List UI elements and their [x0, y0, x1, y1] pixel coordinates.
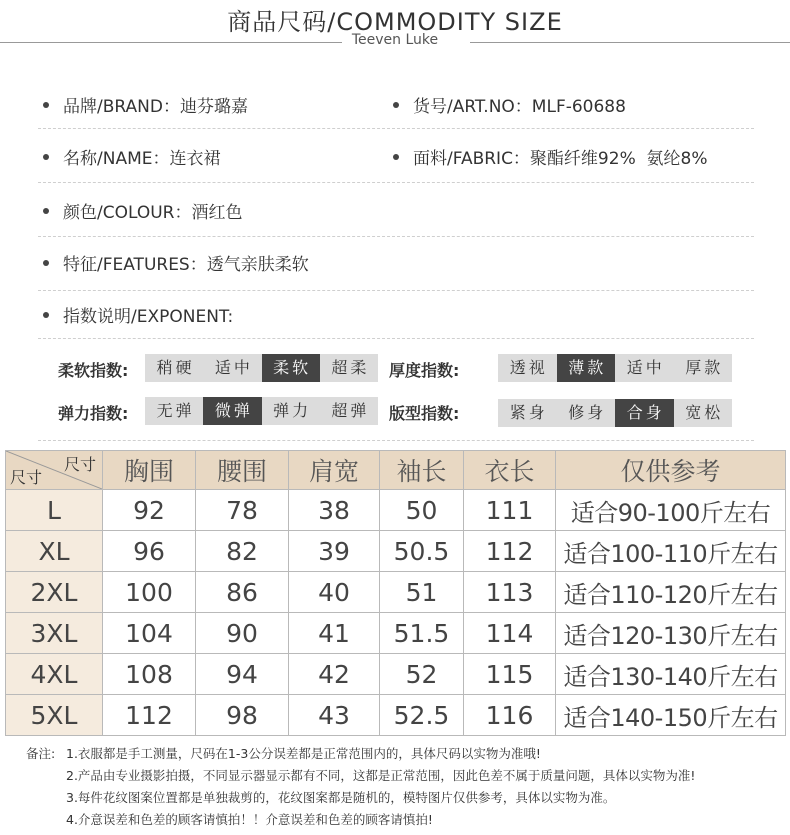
shoulder-cell: 42	[289, 654, 380, 695]
length-cell: 111	[464, 490, 556, 531]
chest-cell: 96	[103, 531, 196, 572]
reference-cell: 适合140-150斤左右	[556, 695, 786, 736]
row-divider	[38, 128, 754, 129]
bullet-icon	[43, 260, 49, 266]
column-header: 袖长	[380, 451, 464, 490]
index-option: 透视	[509, 358, 548, 377]
note-line: 3.每件花纹图案位置都是单独裁剪的，花纹图案都是随机的，模特图片仅供参考，具体以实物为准。	[66, 790, 616, 805]
bullet-icon	[43, 312, 49, 318]
note-line: 4.介意误差和色差的顾客请慎拍！！介意误差和色差的顾客请慎拍!	[66, 812, 433, 827]
row-divider	[38, 440, 754, 441]
sleeve-cell: 52.5	[380, 695, 464, 736]
index-option: 适中	[626, 358, 665, 377]
elasticity-label: 弹力指数:	[58, 404, 129, 423]
thickness-label: 厚度指数:	[389, 361, 460, 380]
sleeve-cell: 51.5	[380, 613, 464, 654]
size-cell: 5XL	[6, 695, 103, 736]
index-option: 薄款	[557, 354, 616, 382]
waist-cell: 82	[196, 531, 289, 572]
shoulder-cell: 39	[289, 531, 380, 572]
waist-cell: 86	[196, 572, 289, 613]
bullet-icon	[43, 208, 49, 214]
thickness-index-bar	[498, 354, 732, 382]
table-row	[6, 572, 786, 613]
reference-cell: 适合130-140斤左右	[556, 654, 786, 695]
size-cell: 3XL	[6, 613, 103, 654]
spec-art-no: 货号/ART.NO：MLF-60688	[393, 92, 626, 117]
index-option: 宽松	[685, 403, 724, 422]
corner-cell	[6, 451, 103, 490]
length-cell: 115	[464, 654, 556, 695]
softness-index-bar	[145, 354, 378, 382]
spec-features: 特征/FEATURES：透气亲肤柔软	[43, 250, 309, 275]
chest-cell: 112	[103, 695, 196, 736]
chest-cell: 108	[103, 654, 196, 695]
waist-cell: 94	[196, 654, 289, 695]
length-cell: 114	[464, 613, 556, 654]
elasticity-index-bar	[145, 397, 378, 425]
table-row	[6, 654, 786, 695]
sleeve-cell: 51	[380, 572, 464, 613]
bullet-icon	[393, 102, 399, 108]
bullet-icon	[43, 154, 49, 160]
row-divider	[38, 236, 754, 237]
chest-cell: 92	[103, 490, 196, 531]
column-header: 肩宽	[289, 451, 380, 490]
row-divider	[38, 338, 754, 339]
fit-index-bar	[498, 399, 732, 427]
sleeve-cell: 50.5	[380, 531, 464, 572]
length-cell: 112	[464, 531, 556, 572]
index-option: 柔软	[262, 354, 320, 382]
size-cell: 4XL	[6, 654, 103, 695]
table-row	[6, 531, 786, 572]
table-header-row	[6, 451, 786, 490]
softness-label: 柔软指数:	[58, 361, 129, 380]
row-divider	[38, 290, 754, 291]
index-option: 稍硬	[156, 358, 195, 377]
spec-exponent: 指数说明/EXPONENT:	[43, 302, 233, 327]
bullet-icon	[393, 154, 399, 160]
shoulder-cell: 43	[289, 695, 380, 736]
row-divider	[38, 182, 754, 183]
index-option: 弹力	[273, 401, 312, 420]
chest-cell: 100	[103, 572, 196, 613]
size-cell: L	[6, 490, 103, 531]
table-row	[6, 613, 786, 654]
shoulder-cell: 40	[289, 572, 380, 613]
index-option: 合身	[615, 399, 674, 427]
column-header: 腰围	[196, 451, 289, 490]
table-row	[6, 490, 786, 531]
index-option: 超柔	[331, 358, 370, 377]
notes-prefix: 备注:	[26, 746, 56, 761]
spec-fabric: 面料/FABRIC：聚酯纤维92% 氨纶8%	[393, 144, 708, 169]
index-option: 适中	[214, 358, 253, 377]
chest-cell: 104	[103, 613, 196, 654]
reference-cell: 适合100-110斤左右	[556, 531, 786, 572]
reference-cell: 适合110-120斤左右	[556, 572, 786, 613]
waist-cell: 98	[196, 695, 289, 736]
header-divider-right	[470, 42, 790, 43]
reference-cell: 适合120-130斤左右	[556, 613, 786, 654]
index-option: 紧身	[509, 403, 548, 422]
note-line: 2.产品由专业摄影拍摄，不同显示器显示都有不同，这都是正常范围，因此色差不属于质量问题，具体以实物为准!	[66, 768, 696, 783]
index-option: 修身	[568, 403, 607, 422]
length-cell: 116	[464, 695, 556, 736]
sleeve-cell: 50	[380, 490, 464, 531]
reference-cell: 适合90-100斤左右	[556, 490, 786, 531]
shoulder-cell: 38	[289, 490, 380, 531]
corner-label-bottom: 尺寸	[10, 468, 43, 487]
index-option: 超弹	[331, 401, 370, 420]
spec-brand: 品牌/BRAND：迪芬璐嘉	[43, 92, 248, 117]
brand-subtitle: Teeven Luke	[351, 32, 439, 48]
corner-label-top: 尺寸	[63, 455, 96, 474]
table-row	[6, 695, 786, 736]
sleeve-cell: 52	[380, 654, 464, 695]
length-cell: 113	[464, 572, 556, 613]
column-header: 仅供参考	[556, 451, 786, 490]
size-cell: XL	[6, 531, 103, 572]
waist-cell: 90	[196, 613, 289, 654]
column-header: 胸围	[103, 451, 196, 490]
bullet-icon	[43, 102, 49, 108]
index-option: 无弹	[156, 401, 195, 420]
spec-colour: 颜色/COLOUR：酒红色	[43, 198, 242, 223]
waist-cell: 78	[196, 490, 289, 531]
note-line: 1.衣服都是手工测量，尺码在1-3公分误差都是正常范围内的，具体尺码以实物为准哦!	[66, 746, 541, 761]
size-cell: 2XL	[6, 572, 103, 613]
shoulder-cell: 41	[289, 613, 380, 654]
column-header: 衣长	[464, 451, 556, 490]
index-option: 微弹	[203, 397, 261, 425]
index-option: 厚款	[685, 358, 724, 377]
spec-name: 名称/NAME：连衣裙	[43, 144, 220, 169]
size-table	[5, 450, 786, 736]
page-title: 商品尺码/COMMODITY SIZE	[227, 8, 563, 36]
fit-label: 版型指数:	[389, 404, 460, 423]
